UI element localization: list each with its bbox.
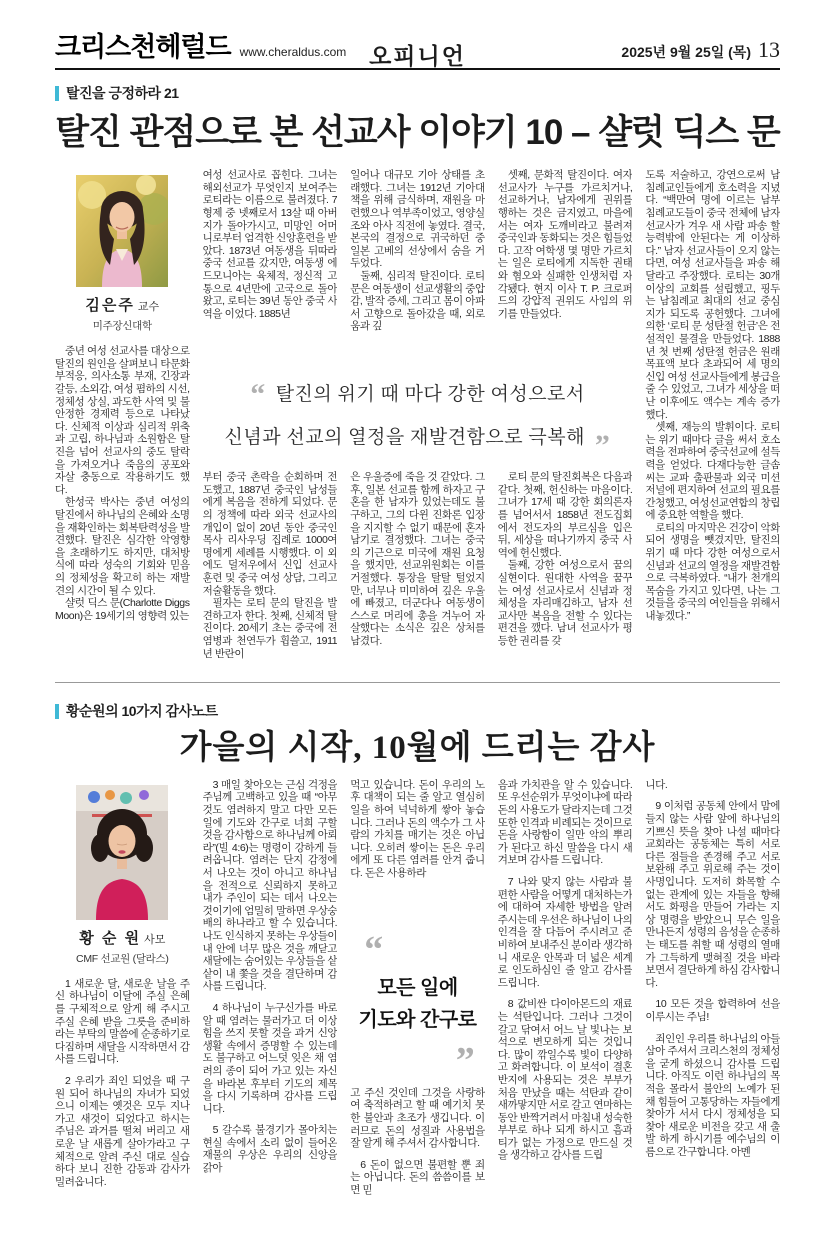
newspaper-logo: 크리스천헤럴드 <box>55 32 231 62</box>
article1-col2-bottom-text: 부터 중국 촌락을 순회하며 전도했고, 1887년 중국인 남성들에게 복음을 전하게 되었다. 문의 정책에 따라 외국 선교사의 개입이 없이 20년 동안 중국인 목사 리사우딩 집례로 1000여명에게 세례를 시행했다. 이 외에도 덜저우에서 신입 선교사 훈련 및 중국 여성 상담, 그리고 저술활동을 했다. 필자는 로티 문의 탈진을 발견하고자 한다. 첫째, 신체적 탈진이다. 20세기 초는 중국에 전염병과 천연두가 휩쓸고, 1911년 반란이 <box>202 471 338 660</box>
masthead <box>55 32 780 70</box>
pull-quote2-text: 모든 일에 기도와 간구로 <box>358 976 477 1031</box>
website-url: www.cheraldus.com <box>239 45 347 60</box>
author2-affiliation: CMF 선교원 (달라스) <box>76 952 169 965</box>
article2-kicker <box>55 701 780 721</box>
pull-quote1-line1: “ 탈진의 위기 때 마다 강한 여성으로서 <box>250 378 585 412</box>
article2-col4-text: 음과 가치관을 알 수 있습니다. 또 우선순위가 무엇이냐에 따라 돈의 사용도가 달라지는데 그것 또한 인격과 비례되는 것이므로 돈을 사랑함이 일만 악의 뿌리가 된다고 하신 말씀을 다시 새겨보며 감사를 드립니다. 7 나와 맞지 않는 사람과 불편한 사람을 어떻게 대처하는가에 대하여 자세한 방법을 알려 주시는데 우선은 하나님이 나의 인격을 잘 다듬어 주시려고 준비하여 보내주신 분이라 생각하니 새로운 안목과 더 넓은 세계로 인도하심인 줄 알고 감사를 드립니다. 8 값비싼 다이아몬드의 재료는 석탄입니다. 그러나 그것이 갈고 닦여서 어느 날 빛나는 보석으로 변모하게 되는 것입니다. 많이 깎일수록 빛이 다양하고 화려합니다. 이 보석이 결혼반지에 사용되는 것은 부부가 처음 만났을 때는 석탄과 같이 새까맣지만 서로 갈고 연마하는 동안 반짝거려서 마침내 성숙한 부부로 하나 되게 하시고 흠과 티가 없는 가정으로 만드실 것을 생각하고 감사를 드립 <box>497 778 633 1162</box>
article1-col5-text: 도록 저술하고, 강연으로써 남침례교인들에게 호소력을 지녔다. “백만여 명에 이르는 남부 침례교도들이 중국 전체에 남자 선교사가 겨우 새 사람 파송 할 능력밖에 안된다는 게 이상하다.” 남자 선교사들이 오지 않는다면, 여성 선교사들을 파송 해달라고 주장했다. 로티는 30개 이상의 교회를 설립했고, 핑두는 남침례교 최대의 선교 중심지가 되도록 공헌했다. 그녀에 의한 ‘로티 문 성탄절 헌금’은 전설적인 물결을 만들었다. 1888년 첫 번째 성탄절 헌금은 원래 목표액 보다 초과되어 세 명의 신입 여성 선교사들에게 봉급을 줄 수 있었고, 그녀가 세상을 떠난 이후에도 액수는 계속 증가했다. 셋째, 재능의 발휘이다. 로티는 위기 때마다 글을 써서 호소력을 전파하여 중국선교에 설득력을 얻었다. 다재다능한 글솜씨는 교파 출판물과 외국 미션 저널에 편지하여 선교의 필요를 간청했고, 여성선교연합의 창립에 중요한 역할을 했다. 로티의 마지막은 건강이 악화되어 생명을 뺏겼지만, 탈진의 위기 때 마다 강한 여성으로서 신념과 선교의 열정을 재발견함으로 극복하였다. “내가 천개의 목숨을 가지고 있다면, 나는 그것들을 중국의 여인들을 위해서 내놓겠다.” <box>645 169 780 623</box>
author2-name-line <box>55 927 190 948</box>
article2-col3-top-text: 먹고 있습니다. 돈이 우리의 노후 대책이 되는 줄 알고 열심히 일을 하여 넉넉하게 쌓아 놓습니다. 그러나 돈의 액수가 그 사람의 가치를 매기는 것은 아닙니다. 오히려 쌓이는 돈은 우리에게 또 다른 염려를 안겨 줍니다. 돈은 사용하라 <box>350 778 485 879</box>
article2-author-box <box>55 785 190 966</box>
author2-role: 사모 <box>144 933 166 946</box>
author1-name: 김은주 <box>85 297 135 315</box>
pull-quote1-line2: 신념과 선교의 열정을 재발견함으로 극복해 ” <box>224 427 611 463</box>
article2-col1-text: 1 새로운 달, 새로운 날을 주신 하나님이 이달에 주실 은혜를 구체적으로 알게 해 주시고 주실 은혜 받을 그릇을 준비하라는 부탁의 말씀에 순종하기로 다짐하며 새달을 시작하면서 감사를 드립니다. 2 우리가 죄인 되었을 때 구원 되어 하나님의 자녀가 되었으니 이제는 옛것은 모두 지나가고 새것이 되었다고 하시는 주님은 과거를 떨쳐 버리고 새로운 날 새롭게 살아가라고 구체적으로 알려 주신 대로 실습하다 보니 진한 감동과 감사가 밀려옵니다. <box>55 977 190 1188</box>
author1-photo <box>76 175 168 287</box>
article1-col4-bottom-text: 로티 문의 탈진회복은 다음과 같다. 첫째, 헌신하는 마음이다. 그녀가 17세 때 강한 회의론자를 넘어서서 1858년 전도집회에서 전도자의 부르심을 입은 뒤, 세상을 떠나기까지 중국 사역에 헌신했다. 둘째, 강한 여성으로서 꿈의 실현이다. 원대한 사역을 꿈꾸는 여성 선교사로서 신념과 정체성을 자리매김하고, 남자 선교사만 복음을 전할 수 있다는 편견을 깼다. 남녀 선교사가 평등한 권리를 갖 <box>497 471 633 647</box>
article2-col5-text: 니다. 9 이처럼 공동체 안에서 맘에 들지 않는 사람 앞에 하나님의 기쁘신 뜻을 찾아 나설 때마다 교회라는 공동체는 특히 서로 다른 점들을 존경해 주고 서로 보완해 주고 위로해 주는 것이 사명입니다. 도저히 화목할 수 없는 관계에 있는 자들을 향해서도 화평을 만들어 가라는 지상 명령을 받았으니 무슨 일을 만나든지 성령의 음성을 순종하는 태도를 취할 때 성령의 열매가 그득하게 맺혀질 것을 바라보면서 결단하게 하심 감사합니다. 10 모든 것을 합력하여 선을 이루시는 주님! 죄인인 우리를 하나님의 아들 삼아 주셔서 크리스천의 정체성을 굳게 하셨으니 감사를 드립니다. 아직도 이런 하나님의 목적을 몰라서 불안의 노예가 된 채 힘들어 고통당하는 자들에게 찾아가 서서 다시 정체성을 되찾아 새로운 비전을 갖고 새 출발 하게 하시기를 예수님의 이름으로 간구합니다. 아멘 <box>645 778 780 1158</box>
close-quote-icon: ” <box>594 429 611 463</box>
kicker-bar-icon <box>55 704 59 719</box>
article1-col4-top-text: 셋째, 문화적 탈진이다. 여자 선교사가 누구를 가르치거나, 선교하거나, 남자에게 권위를 행하는 것은 금지였고, 마을에서는 여자 도깨비라고 불려져 중국인과 동화되는 것은 힘들었다. 고작 여학생 몇 명만 가르치는 일은 로티에게 지독한 권태와 혐오와 실패한 인생처럼 자각됐다. 현지 이사 T. P. 크로퍼드의 강압적 권위도 사임의 위기를 만들었다. <box>497 169 633 320</box>
author2-photo <box>76 785 168 920</box>
article1-pull-quote <box>203 369 633 471</box>
article1-headline: 탈진 관점으로 본 선교사 이야기 10 – 샬럿 딕스 문 <box>55 113 780 152</box>
article2-headline: 가을의 시작, 10월에 드리는 감사 <box>179 730 656 767</box>
kicker-bar-icon <box>55 86 59 101</box>
article1-kicker-label: 탈진을 긍정하라 21 <box>66 85 179 101</box>
article2-col2-text: 3 매일 찾아오는 근심 걱정을 주님께 고백하고 있을 때 “아무 것도 염려하지 말고 다만 모든 일에 기도와 간구로 너희 구할 것을 감사함으로 하나님께 아뢰라”(빌 4:6)는 명령이 강하게 들려옵니다. 염려는 단지 감정에서 나오는 것이 아니고 하나님을 전적으로 신뢰하지 못하고 내가 주인이 되는 데서 나오는 것이기에 엄밀히 말하면 우상숭배의 하나라고 할 수 있습니다. 나도 인식하지 못하는 우상들이 내 안에 너무 많은 것을 깨닫고 새달에는 숨어있는 우상들을 샅샅이 내 쫓을 것을 결단하며 감사를 드립니다. 4 하나님이 누구신가를 바로 알 때 염려는 물러가고 더 이상 힘을 쓰지 못할 것을 과거 신앙생활 속에서 증명할 수 있는데도 불구하고 어느덧 잊은 채 염려의 종이 되어 가고 있는 자신을 바라본 후부터 기도의 제목을 다시 기록하며 감사를 드립니다. 5 갈수록 불경기가 몰아치는 현실 속에서 소리 없이 들어온 재물의 우상은 우리의 신앙을 갉아 <box>202 778 338 1175</box>
article2-column-1 <box>55 779 190 1231</box>
article1-col3-bottom-text: 은 우울증에 죽을 것 같았다. 그 후, 일본 선교를 함께 하자고 구혼을 한 남자가 있었는데도 불구하고, 그의 다윈 진화론 입장을 지지할 수 없기 때문에 혼자 남기로 결정했다. 그녀는 중국의 기근으로 미국에 재원 요청을 했지만, 선교위원회는 이를 거절했다. 통장을 탈탈 털었지만, 너무나 미미하여 깊은 우울에 빠졌고, 더군다나 여동생이 스스로 머리에 총을 겨누어 자살했다는 소식은 깊은 상처를 남겼다. <box>350 471 485 647</box>
section-title: 오피니언 <box>369 43 466 69</box>
article1-col2-top-text: 여성 선교사로 꼽힌다. 그녀는 해외선교가 무엇인지 보여주는 로티라는 이름으로 불려졌다. 7형제 중 넷째로서 13살 때 아버지가 돌아가시고, 미망인 어머니로부터 엄격한 신앙훈련을 받았다. 1873년 여동생을 뒤따라 중국 선교를 갔지만, 여동생 에드모니아는 육체적, 정신적 고통으로 4년만에 고국으로 돌아왔고, 로티는 39년 동안 중국 사역을 이었다. 1885년 <box>202 169 338 320</box>
masthead-right <box>621 39 780 61</box>
article2-col3-bottom-text: 고 주신 것인데 그것을 사랑하여 축적하려고 할 때 예기치 못한 불안과 초조가 생깁니다. 이러므로 돈의 성질과 사용법을 잘 알게 해 주셔서 감사합니다. 6 돈이 없으면 불편할 뿐 죄는 아닙니다. 돈의 씀씀이를 보면 믿 <box>350 1086 485 1196</box>
author1-role: 교수 <box>137 301 160 314</box>
article1-kicker <box>55 83 780 103</box>
page-number: 13 <box>758 37 780 62</box>
open-quote-icon: “ <box>364 929 384 972</box>
article2-body <box>55 779 780 1231</box>
author2-name: 황 순 원 <box>79 929 142 947</box>
close-quote-icon: ” <box>455 1039 475 1082</box>
author1-name-line <box>55 294 190 315</box>
article2-kicker-label: 황순원의 10가지 감사노트 <box>66 703 218 720</box>
article1-col1-text: 중년 여성 선교사를 대상으로 탈진의 원인을 살펴보니 타문화 부적응, 의사소통 부재, 긴장과 갈등, 소외감, 여성 폄하의 시선, 정체성 상실, 과도한 사역 및 불안정한 경제력 등으로 나타났다. 신체적 이상과 심리적 위축과 고립, 하나님과 소원함은 탈진을 넘어 선교사의 중도 탈락을 가져오거나 죽음의 공포와 자살 충동으로 작용하기도 했다. 한성국 박사는 중년 여성의 탈진에서 하나님의 은혜와 소명을 재확인하는 회복탄력성을 발견했다. 탈진은 심각한 악영향을 초래하기도 하지만, 대처방식에 따라 성숙의 기회와 믿음의 정체성을 확고히 하는 재발견의 시간이 될 수 있다. 샬럿 딕스 문(Charlotte Diggs Moon)은 19세기의 영향력 있는 <box>55 345 190 622</box>
author1-affiliation: 미주장신대학 <box>92 320 152 333</box>
issue-date: 2025년 9월 25일 (목) <box>621 44 751 61</box>
article1-col3-top-text: 일어나 대규모 기아 상태를 초래했다. 그녀는 1912년 기아대책을 위해 금식하며, 재원을 마련했으나 역부족이었고, 영양실조와 아사 직전에 놓였다. 결국, 본국의 결정으로 귀국하던 중 일본 고베의 선상에서 숨을 거두었다. 둘째, 심리적 탈진이다. 로티 문은 여동생이 선교생활의 중압감, 발작 증세, 그리고 몸이 아파서 고향으로 돌아갔을 때, 외로움과 깊 <box>350 169 485 333</box>
masthead-left <box>55 34 346 61</box>
article2-pull-quote <box>350 921 485 1087</box>
article1-author-box <box>55 175 190 333</box>
article1-column-1 <box>55 169 190 677</box>
open-quote-icon: “ <box>250 378 266 412</box>
article-divider <box>55 682 780 683</box>
article1-body <box>55 169 780 677</box>
